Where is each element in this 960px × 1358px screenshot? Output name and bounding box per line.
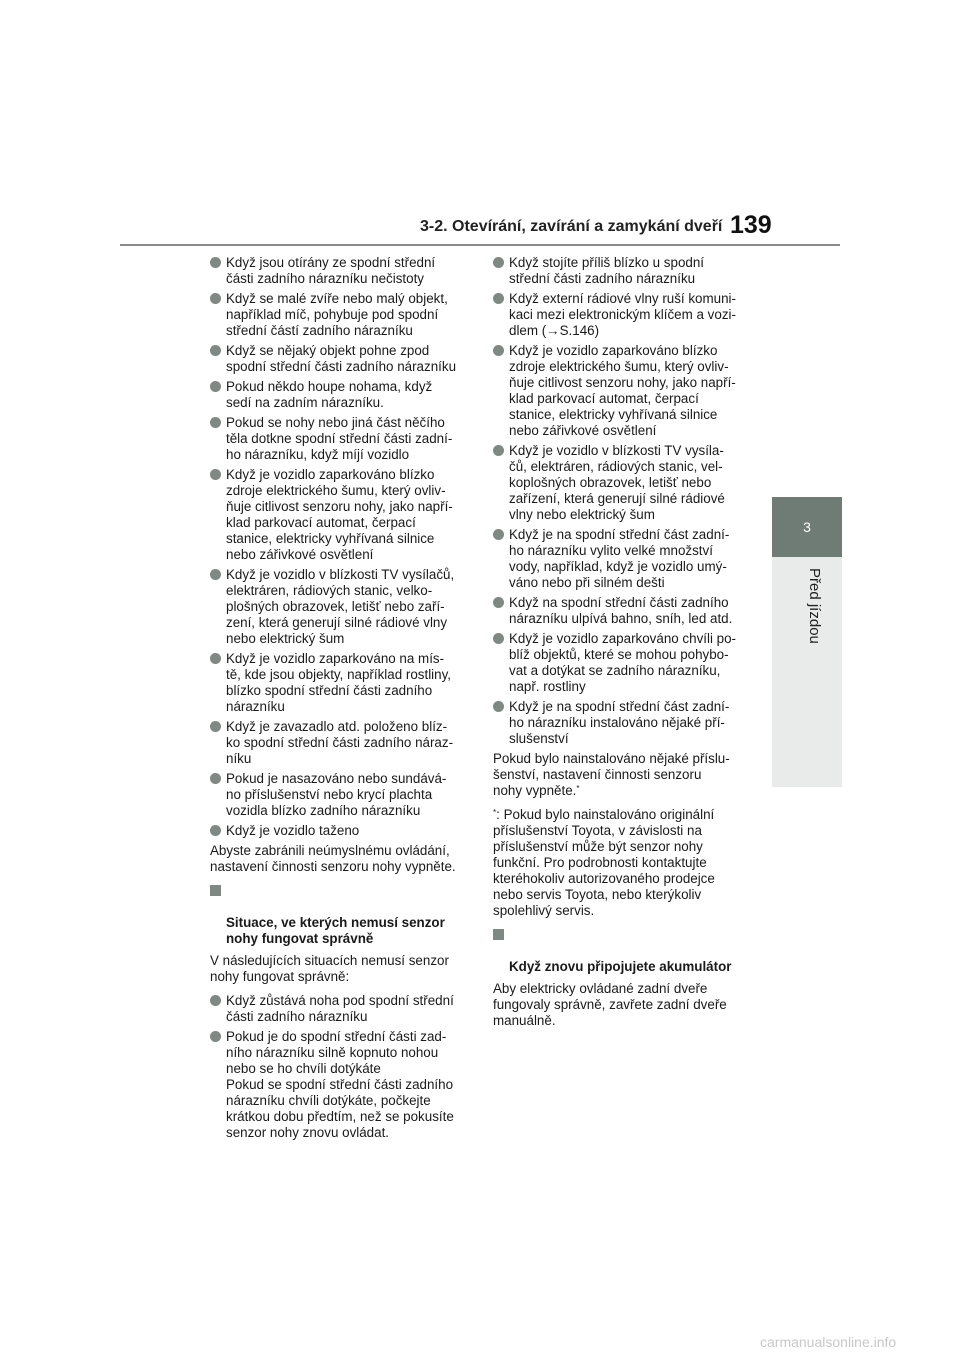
page-number: 139: [730, 211, 772, 239]
round-bullet-icon: [210, 773, 221, 784]
footnote-mark: *: [493, 808, 497, 817]
body-text: Aby elektricky ovládané zadní dveře fungovaly správně, zavřete zadní dveře manuálně.: [493, 981, 727, 1028]
left-column: [210, 255, 472, 1145]
body-note: Abyste zabránili neúmyslnému ovládání, nastavení činnosti senzoru nohy vypněte.: [210, 843, 456, 874]
bullet-text: Když je zavazadlo atd. položeno blíz- ko spodní střední části zadního náraz- níku: [226, 719, 454, 766]
round-bullet-icon: [493, 257, 504, 268]
footnote-ref: *: [576, 784, 580, 793]
round-bullet-icon: [493, 345, 504, 356]
round-bullet-icon: [493, 701, 504, 712]
section-title: 3-2. Otevírání, zavírání a zamykání dveří: [420, 218, 723, 235]
bullet-text: Když je vozidlo zaparkováno blízko zdroje elektrického šumu, který ovliv- ňuje citlivost senzoru nohy, jako napří- klad parkovací automat, čerpací stanice, elektricky vyhřívaná silnice nebo zářivkové osvětlení: [509, 343, 736, 438]
bullet-list: [493, 255, 755, 747]
round-bullet-icon: [210, 995, 221, 1006]
chapter-tab: [772, 497, 842, 557]
round-bullet-icon: [210, 721, 221, 732]
chapter-number: 3: [803, 519, 811, 535]
round-bullet-icon: [210, 257, 221, 268]
bullet-item: [210, 255, 472, 287]
header-divider: [120, 244, 840, 246]
bullet-text: Když na spodní střední části zadního nárazníku ulpívá bahno, sníh, led atd.: [509, 595, 733, 626]
bullet-text: Když externí rádiové vlny ruší komuni- kaci mezi elektronickým klíčem a vozi- dlem (→S.146): [509, 291, 736, 338]
bullet-text: Když je vozidlo zaparkováno na mís- tě, kde jsou objekty, například rostliny, blízko spodní střední části zadního nárazníku: [226, 651, 452, 714]
bullet-item: [493, 699, 755, 747]
bullet-text: Když je vozidlo v blízkosti TV vysílačů, elektráren, rádiových stanic, velko- plošných obrazovek, letišť nebo zaří- zení, která generují silné rádiové vlny nebo elektrický šum: [226, 567, 455, 646]
square-bullet-icon: [493, 929, 504, 940]
bullet-item: [493, 595, 755, 627]
bullet-text: Když jsou otírány ze spodní střední části zadního nárazníku nečistoty: [226, 255, 436, 286]
bullet-item: [210, 771, 472, 819]
round-bullet-icon: [210, 653, 221, 664]
round-bullet-icon: [210, 345, 221, 356]
round-bullet-icon: [493, 293, 504, 304]
bullet-item: [210, 719, 472, 767]
bullet-text: Když se nějaký objekt pohne zpod spodní střední části zadního nárazníku: [226, 343, 457, 374]
square-bullet-icon: [210, 885, 221, 896]
round-bullet-icon: [210, 569, 221, 580]
bullet-item: [493, 631, 755, 695]
bullet-text: Když je na spodní střední část zadní- ho nárazníku vylito velké množství vody, například, když je vozidlo umý- váno nebo při silném dešti: [509, 527, 730, 590]
bullet-list: [210, 993, 472, 1141]
bullet-list: [210, 255, 472, 839]
bullet-text: Když je vozidlo taženo: [226, 823, 360, 838]
watermark: carmanualsonline.info: [760, 1334, 897, 1350]
round-bullet-icon: [210, 469, 221, 480]
bullet-text: Když se malé zvíře nebo malý objekt, například míč, pohybuje pod spodní střední částí zadního nárazníku: [226, 291, 448, 338]
round-bullet-icon: [493, 597, 504, 608]
bullet-item: [493, 255, 755, 287]
bullet-item: [210, 415, 472, 463]
section-heading-text: Když znovu připojujete akumulátor: [509, 959, 732, 974]
bullet-item: [493, 527, 755, 591]
round-bullet-icon: [493, 633, 504, 644]
bullet-text: Pokud se nohy nebo jiná část něčího těla dotkne spodní střední části zadní- ho nárazníku, když míjí vozidlo: [226, 415, 453, 462]
bullet-text: Když je vozidlo zaparkováno blízko zdroje elektrického šumu, který ovliv- ňuje citlivost senzoru nohy, jako napří- klad parkovací automat, čerpací stanice, elektricky vyhřívaná silnice nebo zářivkové osvětlení: [226, 467, 453, 562]
bullet-text: Když je vozidlo zaparkováno chvíli po- blíž objektů, které se mohou pohybo- vat a dotýkat se zadního nárazníku, např. rostliny: [509, 631, 737, 694]
round-bullet-icon: [493, 529, 504, 540]
round-bullet-icon: [493, 445, 504, 456]
footnote-text: : Pokud bylo nainstalováno originální příslušenství Toyota, v závislosti na příslušenství může být senzor nohy funkční. Pro podrobnosti kontaktujte kteréhokoliv autorizovaného prodejce nebo servis Toyota, nebo kterýkoliv spolehlivý servis.: [493, 807, 715, 918]
bullet-text: Pokud je do spodní střední části zad- ního nárazníku silně kopnuto nohou nebo se ho chvíli dotýkáte Pokud se spodní střední části zadního nárazníku chvíli dotýkáte, počkejte krátkou dobu předtím, než se pokusíte senzor nohy znovu ovládat.: [226, 1029, 454, 1140]
right-column: [493, 255, 755, 1037]
body-note-text: Pokud bylo nainstalováno nějaké příslu- šenství, nastavení činnosti senzoru nohy vypněte.: [493, 751, 730, 798]
bullet-text: Když stojíte příliš blízko u spodní střední části zadního nárazníku: [509, 255, 705, 286]
bullet-text: Pokud je nasazováno nebo sundává- no příslušenství nebo krycí plachta vozidla blízko zadního nárazníku: [226, 771, 447, 818]
bullet-text: Pokud někdo houpe nohama, když sedí na zadním nárazníku.: [226, 379, 433, 410]
section-heading: [493, 927, 755, 975]
section-heading-text: Situace, ve kterých nemusí senzor nohy fungovat správně: [226, 915, 445, 946]
bullet-item: [210, 1029, 472, 1141]
bullet-item: [210, 823, 472, 839]
bullet-item: [210, 379, 472, 411]
bullet-item: [210, 343, 472, 375]
section-heading: [210, 883, 472, 947]
intro-text: V následujících situacích nemusí senzor nohy fungovat správně:: [210, 953, 449, 984]
bullet-item: [210, 291, 472, 339]
footnote: [493, 807, 755, 919]
bullet-item: [210, 993, 472, 1025]
bullet-item: [210, 651, 472, 715]
bullet-text: Když zůstává noha pod spodní střední části zadního nárazníku: [226, 993, 454, 1024]
body-note: [493, 751, 755, 799]
round-bullet-icon: [210, 293, 221, 304]
bullet-item: [210, 567, 472, 647]
bullet-item: [493, 291, 755, 339]
chapter-label: Před jízdou: [806, 568, 823, 644]
bullet-item: [493, 343, 755, 439]
round-bullet-icon: [210, 825, 221, 836]
round-bullet-icon: [210, 381, 221, 392]
bullet-text: Když je na spodní střední část zadní- ho nárazníku instalováno nějaké pří- slušenství: [509, 699, 730, 746]
bullet-item: [210, 467, 472, 563]
bullet-item: [493, 443, 755, 523]
bullet-text: Když je vozidlo v blízkosti TV vysíla- čů, elektráren, rádiových stanic, vel- koplošných obrazovek, letišť nebo zařízení, která generují silné rádiové vlny nebo elektrický šum: [509, 443, 725, 522]
round-bullet-icon: [210, 1031, 221, 1042]
round-bullet-icon: [210, 417, 221, 428]
